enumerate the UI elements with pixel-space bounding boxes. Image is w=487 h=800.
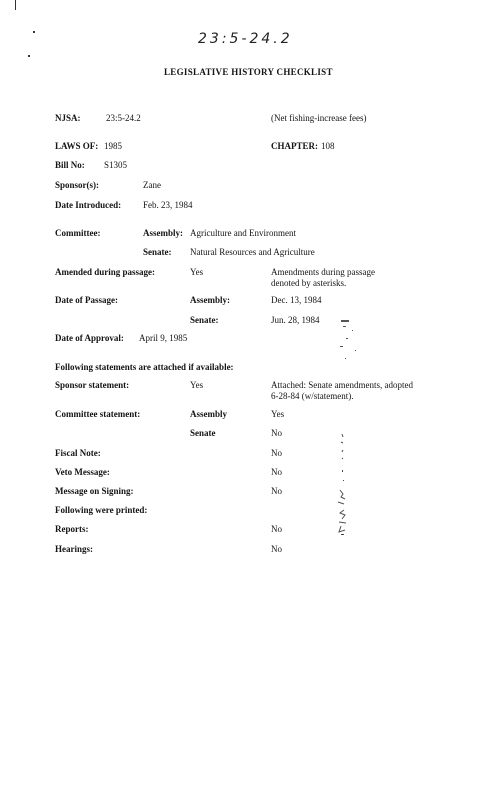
- fiscal-note-label: Fiscal Note:: [55, 448, 101, 458]
- amended-value: Yes: [190, 267, 204, 277]
- amended-note: Amendments during passage denoted by asterisks.: [271, 267, 375, 288]
- laws-label: LAWS OF:: [55, 141, 99, 151]
- date-introduced-value: Feb. 23, 1984: [143, 200, 193, 210]
- njsa-value: 23:5-24.2: [106, 113, 141, 123]
- committee-assembly-label: Assembly:: [143, 228, 183, 238]
- signing-message-value: No: [271, 486, 282, 496]
- bill-value: S1305: [104, 160, 128, 170]
- scan-speckle: [346, 338, 348, 339]
- hearings-value: No: [271, 544, 282, 554]
- approval-label: Date of Approval:: [55, 333, 124, 343]
- date-introduced-label: Date Introduced:: [55, 200, 122, 210]
- passage-senate-label: Senate:: [190, 315, 219, 325]
- sponsor-value: Zane: [143, 180, 161, 190]
- njsa-note: (Net fishing-increase fees): [271, 113, 367, 123]
- page-title: LEGISLATIVE HISTORY CHECKLIST: [164, 67, 333, 77]
- sponsor-statement-value: Yes: [190, 380, 204, 390]
- handwritten-code: 23:5-24.2: [198, 31, 293, 47]
- approval-value: April 9, 1985: [139, 333, 188, 343]
- amended-label: Amended during passage:: [55, 267, 156, 277]
- signing-message-label: Message on Signing:: [55, 486, 134, 496]
- committee-statement-label: Committee statement:: [55, 409, 141, 419]
- scan-speckle: [341, 320, 349, 322]
- chapter-label: CHAPTER:: [271, 141, 318, 151]
- committee-statement-assembly-value: Yes: [271, 409, 285, 419]
- passage-label: Date of Passage:: [55, 295, 118, 305]
- veto-message-label: Veto Message:: [55, 467, 110, 477]
- scan-speckle: [343, 326, 346, 327]
- scan-dot: [28, 55, 30, 57]
- scan-speckle: [345, 358, 346, 359]
- passage-assembly-label: Assembly:: [190, 295, 230, 305]
- passage-assembly-value: Dec. 13, 1984: [271, 295, 322, 305]
- chapter-value: 108: [321, 141, 335, 151]
- scan-dot: [33, 31, 35, 33]
- committee-senate-value: Natural Resources and Agriculture: [190, 247, 315, 257]
- scan-edge-mark: [15, 0, 16, 10]
- fiscal-note-value: No: [271, 448, 282, 458]
- scan-speckle: [352, 330, 353, 331]
- committee-label: Committee:: [55, 228, 101, 238]
- sponsor-statement-label: Sponsor statement:: [55, 380, 130, 390]
- sponsor-label: Sponsor(s):: [55, 180, 100, 190]
- laws-value: 1985: [104, 141, 122, 151]
- committee-statement-senate-label: Senate: [190, 428, 216, 438]
- scan-speckle: [355, 350, 356, 351]
- hearings-label: Hearings:: [55, 544, 93, 554]
- scan-speckle: [340, 346, 343, 347]
- committee-assembly-value: Agriculture and Environment: [190, 228, 296, 238]
- passage-senate-value: Jun. 28, 1984: [271, 315, 320, 325]
- sponsor-statement-note: Attached: Senate amendments, adopted 6-28-84 (w/statement).: [271, 380, 413, 401]
- committee-statement-assembly-label: Assembly: [190, 409, 228, 419]
- printed-heading: Following were printed:: [55, 505, 148, 515]
- bill-label: Bill No:: [55, 160, 85, 170]
- committee-senate-label: Senate:: [143, 247, 172, 257]
- njsa-label: NJSA:: [55, 113, 81, 123]
- committee-statement-senate-value: No: [271, 428, 282, 438]
- stamp-smudge: [326, 430, 356, 540]
- veto-message-value: No: [271, 467, 282, 477]
- statements-heading: Following statements are attached if available:: [55, 362, 234, 372]
- reports-value: No: [271, 524, 282, 534]
- reports-label: Reports:: [55, 524, 89, 534]
